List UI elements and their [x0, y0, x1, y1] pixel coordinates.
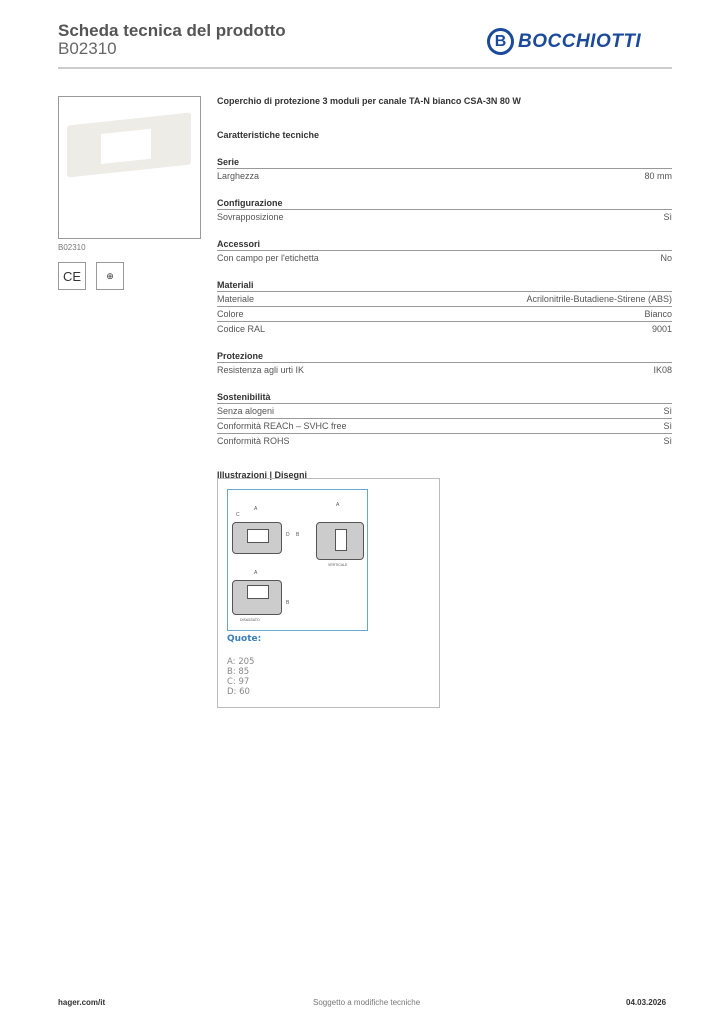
spec-row — [217, 433, 672, 448]
spec-label: Materiale — [217, 294, 255, 304]
spec-label: Sovrapposizione — [217, 212, 284, 222]
header-divider — [58, 67, 672, 69]
spec-label: Codice RAL — [217, 324, 266, 334]
spec-row — [217, 168, 672, 183]
specs-title: Caratteristiche tecniche — [217, 130, 320, 140]
spec-panel — [217, 96, 672, 482]
spec-value: 80 mm — [644, 171, 672, 181]
dim-label-c: C — [236, 512, 240, 518]
spec-value: 9001 — [651, 324, 672, 334]
spec-section — [217, 391, 672, 448]
spec-value: No — [660, 253, 672, 263]
spec-row — [217, 403, 672, 418]
spec-value: Sì — [663, 436, 672, 446]
spec-section — [217, 197, 672, 224]
dim-label-d: D — [286, 532, 290, 538]
certification-icon: ⊕ — [96, 262, 124, 290]
spec-row — [217, 291, 672, 306]
product-image — [58, 96, 201, 239]
spec-label: Conformità ROHS — [217, 436, 290, 446]
dim-label-a: A — [336, 502, 340, 508]
dim-label-a: A — [254, 506, 258, 512]
section-header: Accessori — [217, 239, 261, 249]
spec-row — [217, 362, 672, 377]
spec-value: Sì — [663, 212, 672, 222]
spec-label: Larghezza — [217, 171, 260, 181]
section-header: Materiali — [217, 280, 254, 290]
spec-value: Bianco — [644, 309, 672, 319]
spec-row — [217, 418, 672, 433]
brand-logo — [487, 28, 641, 55]
spec-label: Resistenza agli urti IK — [217, 365, 305, 375]
spec-section — [217, 238, 672, 265]
footer-note: Soggetto a modifiche tecniche — [313, 998, 421, 1007]
brand-logo-text: BOCCHIOTTI — [518, 30, 642, 52]
quotes-title: Quote: — [227, 634, 262, 644]
spec-section — [217, 279, 672, 336]
ce-mark-icon: CE — [58, 262, 86, 290]
spec-row — [217, 250, 672, 265]
product-code: B02310 — [58, 39, 117, 58]
dim-label-b: B — [286, 600, 290, 606]
dim-label-b: B — [296, 532, 300, 538]
spec-label: Colore — [217, 309, 244, 319]
section-header: Serie — [217, 157, 240, 167]
section-header: Sostenibilità — [217, 392, 271, 402]
spec-label: Conformità REACh – SVHC free — [217, 421, 347, 431]
dim-label-a: A — [254, 570, 258, 576]
quote-c: C: 97 — [227, 677, 250, 687]
product-title: Coperchio di protezione 3 moduli per canale TA-N bianco CSA-3N 80 W — [217, 96, 521, 106]
section-header: Protezione — [217, 351, 264, 361]
quotes-list — [227, 657, 254, 697]
spec-value: Sì — [663, 406, 672, 416]
footer-site-link[interactable]: hager.com/it — [58, 998, 106, 1007]
spec-row — [217, 306, 672, 321]
page-title: Scheda tecnica del prodotto — [58, 21, 286, 40]
spec-label: Senza alogeni — [217, 406, 275, 416]
quote-a: A: 205 — [227, 657, 255, 667]
brand-logo-mark: B — [487, 28, 514, 55]
dimension-drawing — [217, 478, 440, 708]
section-header: Configurazione — [217, 198, 283, 208]
spec-label: Con campo per l'etichetta — [217, 253, 319, 263]
illustrations-title: Illustrazioni | Disegni — [217, 470, 308, 480]
footer-date: 04.03.2026 — [626, 998, 667, 1007]
drawing-image — [227, 489, 368, 631]
spec-value: Acrilonitrile-Butadiene-Stirene (ABS) — [526, 294, 672, 304]
spec-section — [217, 156, 672, 183]
spec-row — [217, 321, 672, 336]
spec-value: IK08 — [653, 365, 672, 375]
quote-d: D: 60 — [227, 687, 250, 697]
image-caption: B02310 — [58, 243, 86, 252]
label-disassato: DISASSATO — [240, 618, 260, 622]
quote-b: B: 85 — [227, 667, 250, 677]
label-verticale: VERTICALE — [328, 563, 348, 567]
spec-value: Sì — [663, 421, 672, 431]
spec-row — [217, 209, 672, 224]
spec-section — [217, 350, 672, 377]
